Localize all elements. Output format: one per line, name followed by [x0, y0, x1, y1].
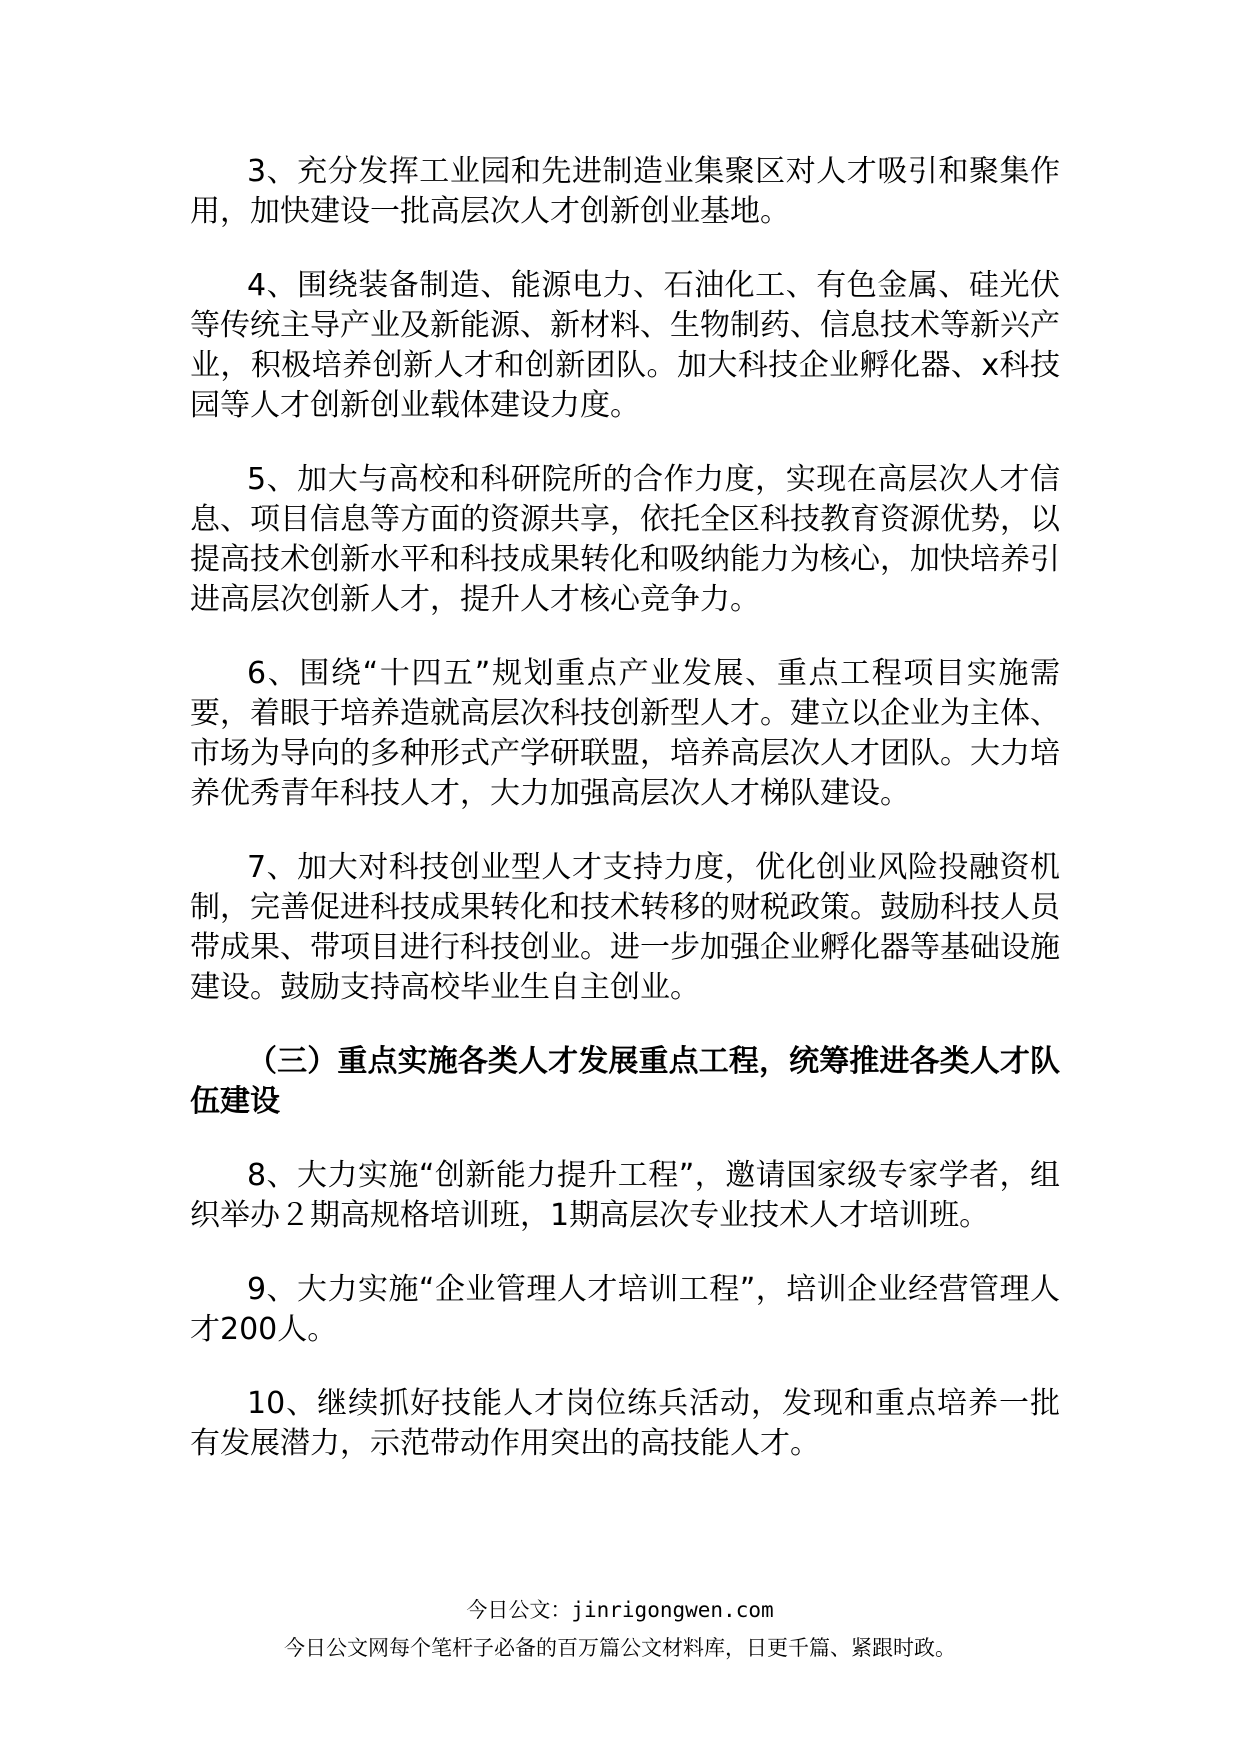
footer-slogan: 今日公文网每个笔杆子必备的百万篇公文材料库，日更千篇、紧跟时政。 [284, 1636, 956, 1660]
paragraph-6: 6、围绕“十四五”规划重点产业发展、重点工程项目实施需要，着眼于培养造就高层次科技创新型人才。建立以企业为主体、市场为导向的多种形式产学研联盟，培养高层次人才团队。大力培养优秀青年科技人才，大力加强高层次人才梯队建设。 [190, 656, 1060, 811]
paragraph-9: 9、大力实施“企业管理人才培训工程”，培训企业经营管理人才200人。 [190, 1272, 1060, 1347]
paragraph-4: 4、围绕装备制造、能源电力、石油化工、有色金属、硅光伏等传统主导产业及新能源、新材料、生物制药、信息技术等新兴产业，积极培养创新人才和创新团队。加大科技企业孵化器、x科技园等人才创新创业载体建设力度。 [190, 268, 1060, 423]
footer-label: 今日公文： [466, 1598, 572, 1622]
footer-site [0, 1594, 1240, 1624]
paragraph-5: 5、加大与高校和科研院所的合作力度，实现在高层次人才信息、项目信息等方面的资源共享，依托全区科技教育资源优势，以提高技术创新水平和科技成果转化和吸纳能力为核心，加快培养引进高层次创新人才，提升人才核心竞争力。 [190, 462, 1060, 617]
footer-url-link[interactable]: jinrigongwen.com [571, 1598, 774, 1622]
section-heading: （三）重点实施各类人才发展重点工程，统筹推进各类人才队伍建设 [190, 1044, 1060, 1119]
document-body [190, 152, 1060, 1498]
paragraph-10: 10、继续抓好技能人才岗位练兵活动，发现和重点培养一批有发展潜力，示范带动作用突出的高技能人才。 [190, 1386, 1060, 1461]
paragraph-3: 3、充分发挥工业园和先进制造业集聚区对人才吸引和聚集作用，加快建设一批高层次人才创新创业基地。 [190, 154, 1060, 229]
paragraph-8: 8、大力实施“创新能力提升工程”，邀请国家级专家学者，组织举办２期高规格培训班，1期高层次专业技术人才培训班。 [190, 1158, 1060, 1233]
paragraph-7: 7、加大对科技创业型人才支持力度，优化创业风险投融资机制，完善促进科技成果转化和技术转移的财税政策。鼓励科技人员带成果、带项目进行科技创业。进一步加强企业孵化器等基础设施建设。鼓励支持高校毕业生自主创业。 [190, 850, 1060, 1005]
